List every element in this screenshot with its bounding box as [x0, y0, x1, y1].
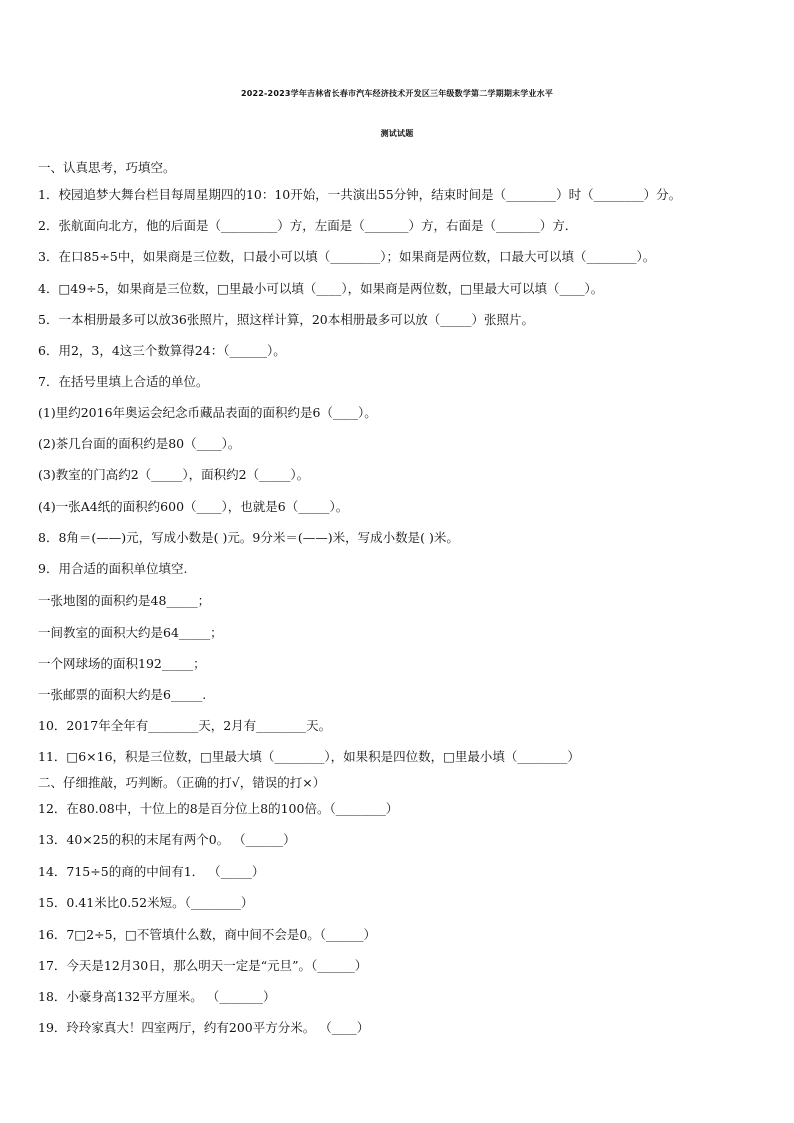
question-16: 16．7□2÷5，□不管填什么数，商中间不会是0。（______） [38, 927, 377, 942]
question-9-item-1: 一张地图的面积约是48_____； [38, 593, 211, 608]
question-3: 3．在口85÷5中，如果商是三位数，口最小可以填（________）；如果商是两位数，口最大可以填（________）。 [38, 249, 656, 264]
question-6: 6．用2，3，4这三个数算得24：（______）。 [38, 343, 286, 358]
question-11: 11．□6×16，积是三位数，□里最大填（________），如果积是四位数，□里最小填（________） [38, 749, 580, 764]
section-true-false: 二、仔细推敲，巧判断。（正确的打√，错误的打×） [38, 775, 326, 790]
question-14: 14．715÷5的商的中间有1． （_____） [38, 864, 265, 879]
question-2: 2．张航面向北方，他的后面是（_________）方，左面是（_______）方，右面是（_______）方． [38, 218, 578, 233]
question-7-part-3: (3)教室的门高约2（_____），面积约2（_____）。 [38, 467, 310, 482]
question-12: 12．在80.08中，十位上的8是百分位上8的100倍。（________） [38, 801, 399, 816]
question-7-part-2: (2)茶几台面的面积约是80（____）。 [38, 436, 241, 451]
question-17: 17．今天是12月30日，那么明天一定是“元旦”。（______） [38, 958, 368, 973]
question-9-item-2: 一间教室的面积大约是64_____； [38, 625, 223, 640]
question-8: 8．8角＝(——)元，写成小数是( )元。9分米＝(——)米，写成小数是( )米。 [38, 530, 459, 545]
question-4: 4．□49÷5，如果商是三位数，□里最小可以填（____），如果商是两位数，□里最大可以填（____）。 [38, 281, 604, 296]
question-13: 13．40×25的积的末尾有两个0。 （______） [38, 832, 296, 847]
question-9-item-3: 一个网球场的面积192_____； [38, 656, 206, 671]
question-9-item-4: 一张邮票的面积大约是6_____. [38, 687, 207, 702]
question-7: 7．在括号里填上合适的单位。 [38, 374, 209, 389]
question-7-part-1: (1)里约2016年奥运会纪念币藏品表面的面积约是6（____）。 [38, 405, 377, 420]
question-9: 9．用合适的面积单位填空. [38, 561, 188, 576]
question-19: 19．玲玲家真大！四室两厅，约有200平方分米。 （____） [38, 1020, 370, 1035]
question-1: 1．校园追梦大舞台栏目每周星期四的10：10开始，一共演出55分钟，结束时间是（________）时（________）分。 [38, 187, 682, 202]
question-5: 5．一本相册最多可以放36张照片，照这样计算，20本相册最多可以放（_____）张照片。 [38, 312, 535, 327]
question-7-part-4: (4)一张A4纸的面积约600（____），也就是6（_____）。 [38, 499, 349, 514]
exam-title-line1: 2022-2023学年吉林省长春市汽车经济技术开发区三年级数学第二学期期末学业水平 [240, 89, 554, 98]
section-fill-in: 一、认真思考，巧填空。 [38, 160, 176, 175]
question-15: 15．0.41米比0.52米短。（________） [38, 895, 254, 910]
question-10: 10．2017年全年有________天，2月有________天。 [38, 718, 332, 733]
question-18: 18．小豪身高132平方厘米。 （_______） [38, 989, 276, 1004]
exam-title-line2: 测试试题 [380, 129, 414, 138]
